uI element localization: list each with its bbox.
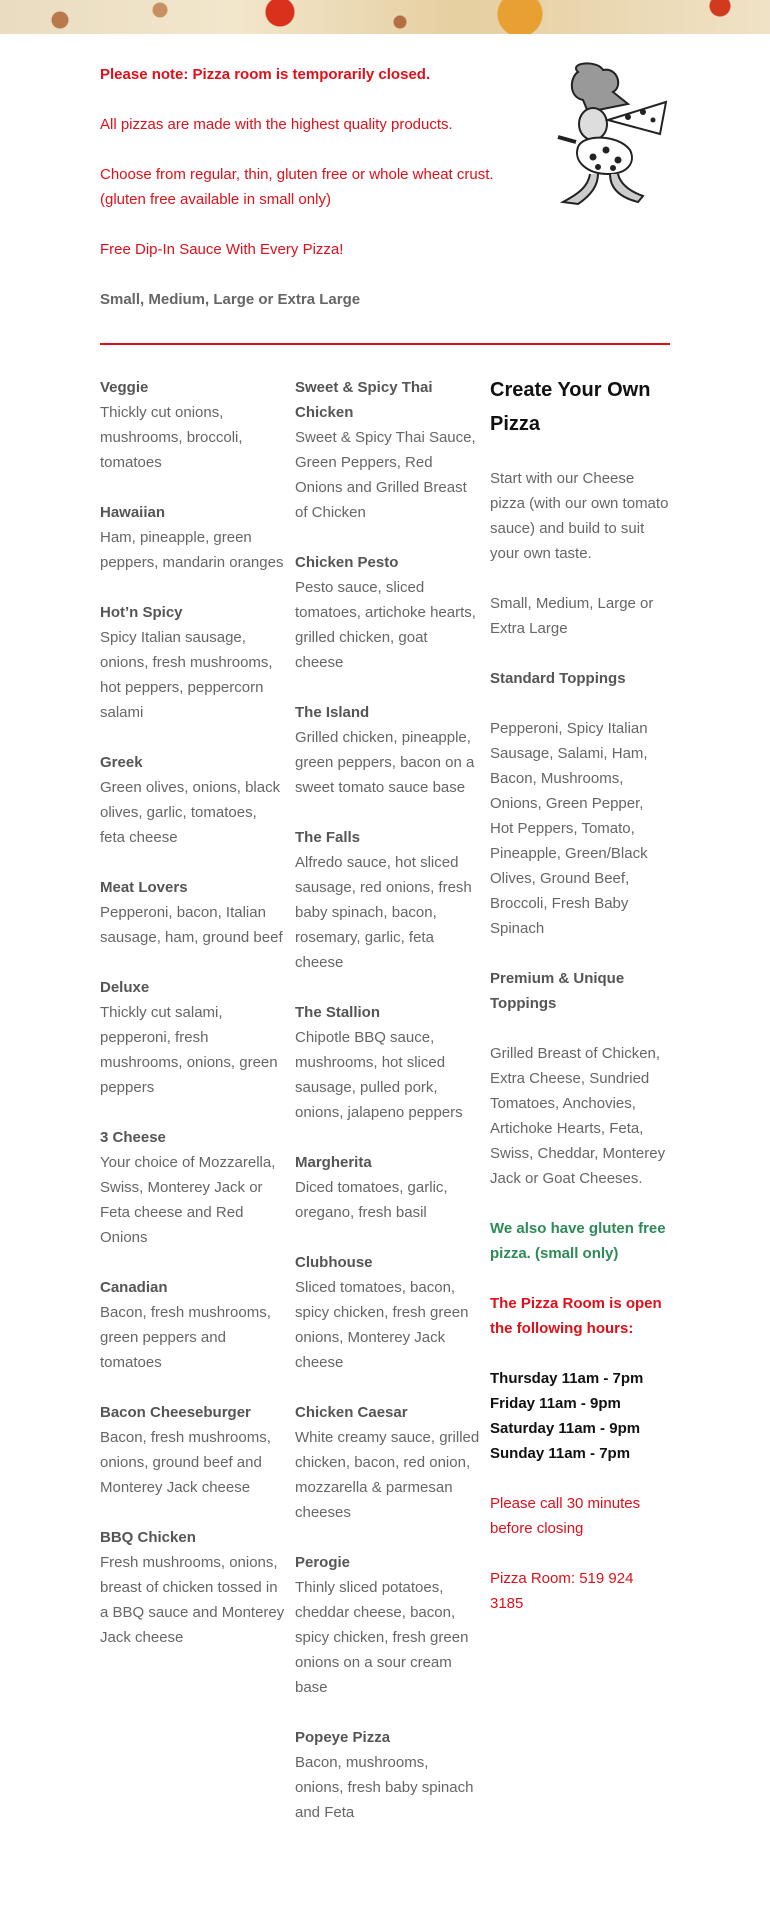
- pizza-description: Bacon, mushrooms, onions, fresh baby spinach and Feta: [295, 1754, 474, 1821]
- pizza-description: Green olives, onions, black olives, garlic, tomatoes, feta cheese: [100, 779, 281, 846]
- hours-friday: Friday 11am - 9pm: [490, 1395, 621, 1412]
- chef-mascot-image: [548, 62, 672, 208]
- hours-saturday: Saturday 11am - 9pm: [490, 1420, 641, 1437]
- pizza-name: The Island: [295, 704, 370, 721]
- pizza-name: Sweet & Spicy Thai Chicken: [295, 379, 433, 421]
- pizza-item: [295, 700, 480, 800]
- red-divider: [100, 343, 670, 345]
- pizza-name: Bacon Cheeseburger: [100, 1404, 251, 1421]
- standard-toppings-heading: Standard Toppings: [490, 670, 626, 687]
- pizza-item: [295, 550, 480, 675]
- pizza-description: Grilled chicken, pineapple, green peppers, bacon on a sweet tomato sauce base: [295, 729, 475, 796]
- pizza-item: [100, 1400, 285, 1500]
- pizza-description: Sweet & Spicy Thai Sauce, Green Peppers, Red Onions and Grilled Breast of Chicken: [295, 429, 476, 521]
- pizza-description: Thinly sliced potatoes, cheddar cheese, bacon, spicy chicken, fresh green onions on a sour cream base: [295, 1579, 469, 1696]
- pizza-name: Deluxe: [100, 979, 150, 996]
- call-ahead-note: Please call 30 minutes before closing: [490, 1495, 641, 1537]
- closure-notice: Please note: Pizza room is temporarily closed.: [100, 66, 431, 83]
- gluten-free-notice: We also have gluten free pizza. (small only): [490, 1220, 666, 1262]
- create-your-own-heading: Create Your Own Pizza: [490, 379, 651, 435]
- pizza-description: Pesto sauce, sliced tomatoes, artichoke hearts, grilled chicken, goat cheese: [295, 579, 476, 671]
- pizza-description: Ham, pineapple, green peppers, mandarin oranges: [100, 529, 284, 571]
- gluten-free-note: (gluten free available in small only): [100, 191, 331, 208]
- hours-thursday: Thursday 11am - 7pm: [490, 1370, 644, 1387]
- pizza-description: Sliced tomatoes, bacon, spicy chicken, fresh green onions, Monterey Jack cheese: [295, 1279, 469, 1371]
- pizza-description: Spicy Italian sausage, onions, fresh mushrooms, hot peppers, peppercorn salami: [100, 629, 273, 721]
- pizza-name: Clubhouse: [295, 1254, 373, 1271]
- pizza-name: Chicken Pesto: [295, 554, 399, 571]
- intro-notes: [100, 62, 520, 337]
- pizza-name: The Falls: [295, 829, 361, 846]
- pizza-name: Hot’n Spicy: [100, 604, 183, 621]
- pizza-name: Meat Lovers: [100, 879, 188, 896]
- pizza-name: Perogie: [295, 1554, 351, 1571]
- premium-toppings-heading: Premium & Unique Toppings: [490, 970, 625, 1012]
- pizza-item: [295, 1150, 480, 1225]
- pizza-item: [295, 1250, 480, 1375]
- pizza-name: Hawaiian: [100, 504, 166, 521]
- hours-list: [490, 1366, 670, 1466]
- pizza-item: [100, 975, 285, 1100]
- pizza-description: Diced tomatoes, garlic, oregano, fresh basil: [295, 1179, 448, 1221]
- create-your-own-column: [490, 375, 670, 1641]
- hero-pizza-banner: [0, 0, 770, 34]
- pizza-description: Thickly cut onions, mushrooms, broccoli, tomatoes: [100, 404, 243, 471]
- pizza-item: [100, 750, 285, 850]
- pizza-item: [100, 375, 285, 475]
- pizza-item: [100, 875, 285, 950]
- pizza-description: Chipotle BBQ sauce, mushrooms, hot sliced sausage, pulled pork, onions, jalapeno peppers: [295, 1029, 463, 1121]
- hours-heading: The Pizza Room is open the following hours:: [490, 1295, 662, 1337]
- hours-sunday: Sunday 11am - 7pm: [490, 1445, 631, 1462]
- pizza-item: [295, 1725, 480, 1825]
- pizza-item: [100, 1525, 285, 1650]
- crust-options: Choose from regular, thin, gluten free or whole wheat crust.: [100, 166, 494, 183]
- pizza-item: [100, 1275, 285, 1375]
- pizza-description: Bacon, fresh mushrooms, green peppers and tomatoes: [100, 1304, 271, 1371]
- pizza-description: Your choice of Mozzarella, Swiss, Monterey Jack or Feta cheese and Red Onions: [100, 1154, 276, 1246]
- pizza-item: [295, 1550, 480, 1700]
- premium-toppings-list: Grilled Breast of Chicken, Extra Cheese, Sundried Tomatoes, Anchovies, Artichoke Hearts, Feta, Swiss, Cheddar, Monterey Jack or Goat Cheeses.: [490, 1045, 666, 1187]
- quality-note: All pizzas are made with the highest quality products.: [100, 116, 453, 133]
- pizza-name: Veggie: [100, 379, 149, 396]
- pizza-description: Bacon, fresh mushrooms, onions, ground beef and Monterey Jack cheese: [100, 1429, 271, 1496]
- pizza-item: [295, 1000, 480, 1125]
- sizes-note: Small, Medium, Large or Extra Large: [100, 291, 361, 308]
- pizza-description: Fresh mushrooms, onions, breast of chicken tossed in a BBQ sauce and Monterey Jack cheese: [100, 1554, 285, 1646]
- standard-toppings-list: Pepperoni, Spicy Italian Sausage, Salami, Ham, Bacon, Mushrooms, Onions, Green Pepper, Hot Peppers, Tomato, Pineapple, Green/Black Olives, Ground Beef, Broccoli, Fresh Baby Spinach: [490, 720, 648, 937]
- pizza-item: [295, 825, 480, 975]
- pizza-name: The Stallion: [295, 1004, 381, 1021]
- pizza-name: BBQ Chicken: [100, 1529, 196, 1546]
- pizza-name: Popeye Pizza: [295, 1729, 391, 1746]
- dip-note: Free Dip-In Sauce With Every Pizza!: [100, 241, 344, 258]
- pizza-item: [295, 1400, 480, 1525]
- pizza-column-1: [100, 375, 285, 1675]
- phone-number: Pizza Room: 519 924 3185: [490, 1570, 634, 1612]
- crust-note: [100, 162, 520, 212]
- pizza-column-2: [295, 375, 480, 1850]
- create-intro: Start with our Cheese pizza (with our own tomato sauce) and build to suit your own taste.: [490, 470, 669, 562]
- create-sizes: Small, Medium, Large or Extra Large: [490, 595, 654, 637]
- pizza-item: [295, 375, 480, 525]
- pizza-item: [100, 1125, 285, 1250]
- pizza-name: 3 Cheese: [100, 1129, 166, 1146]
- pizza-name: Margherita: [295, 1154, 372, 1171]
- pizza-name: Greek: [100, 754, 143, 771]
- pizza-item: [100, 500, 285, 575]
- pizza-item: [100, 600, 285, 725]
- pizza-description: Thickly cut salami, pepperoni, fresh mushrooms, onions, green peppers: [100, 1004, 278, 1096]
- pizza-description: Alfredo sauce, hot sliced sausage, red onions, fresh baby spinach, bacon, rosemary, garlic, feta cheese: [295, 854, 472, 971]
- pizza-name: Chicken Caesar: [295, 1404, 408, 1421]
- pizza-description: Pepperoni, bacon, Italian sausage, ham, ground beef: [100, 904, 283, 946]
- pizza-description: White creamy sauce, grilled chicken, bacon, red onion, mozzarella & parmesan cheeses: [295, 1429, 480, 1521]
- pizza-name: Canadian: [100, 1279, 168, 1296]
